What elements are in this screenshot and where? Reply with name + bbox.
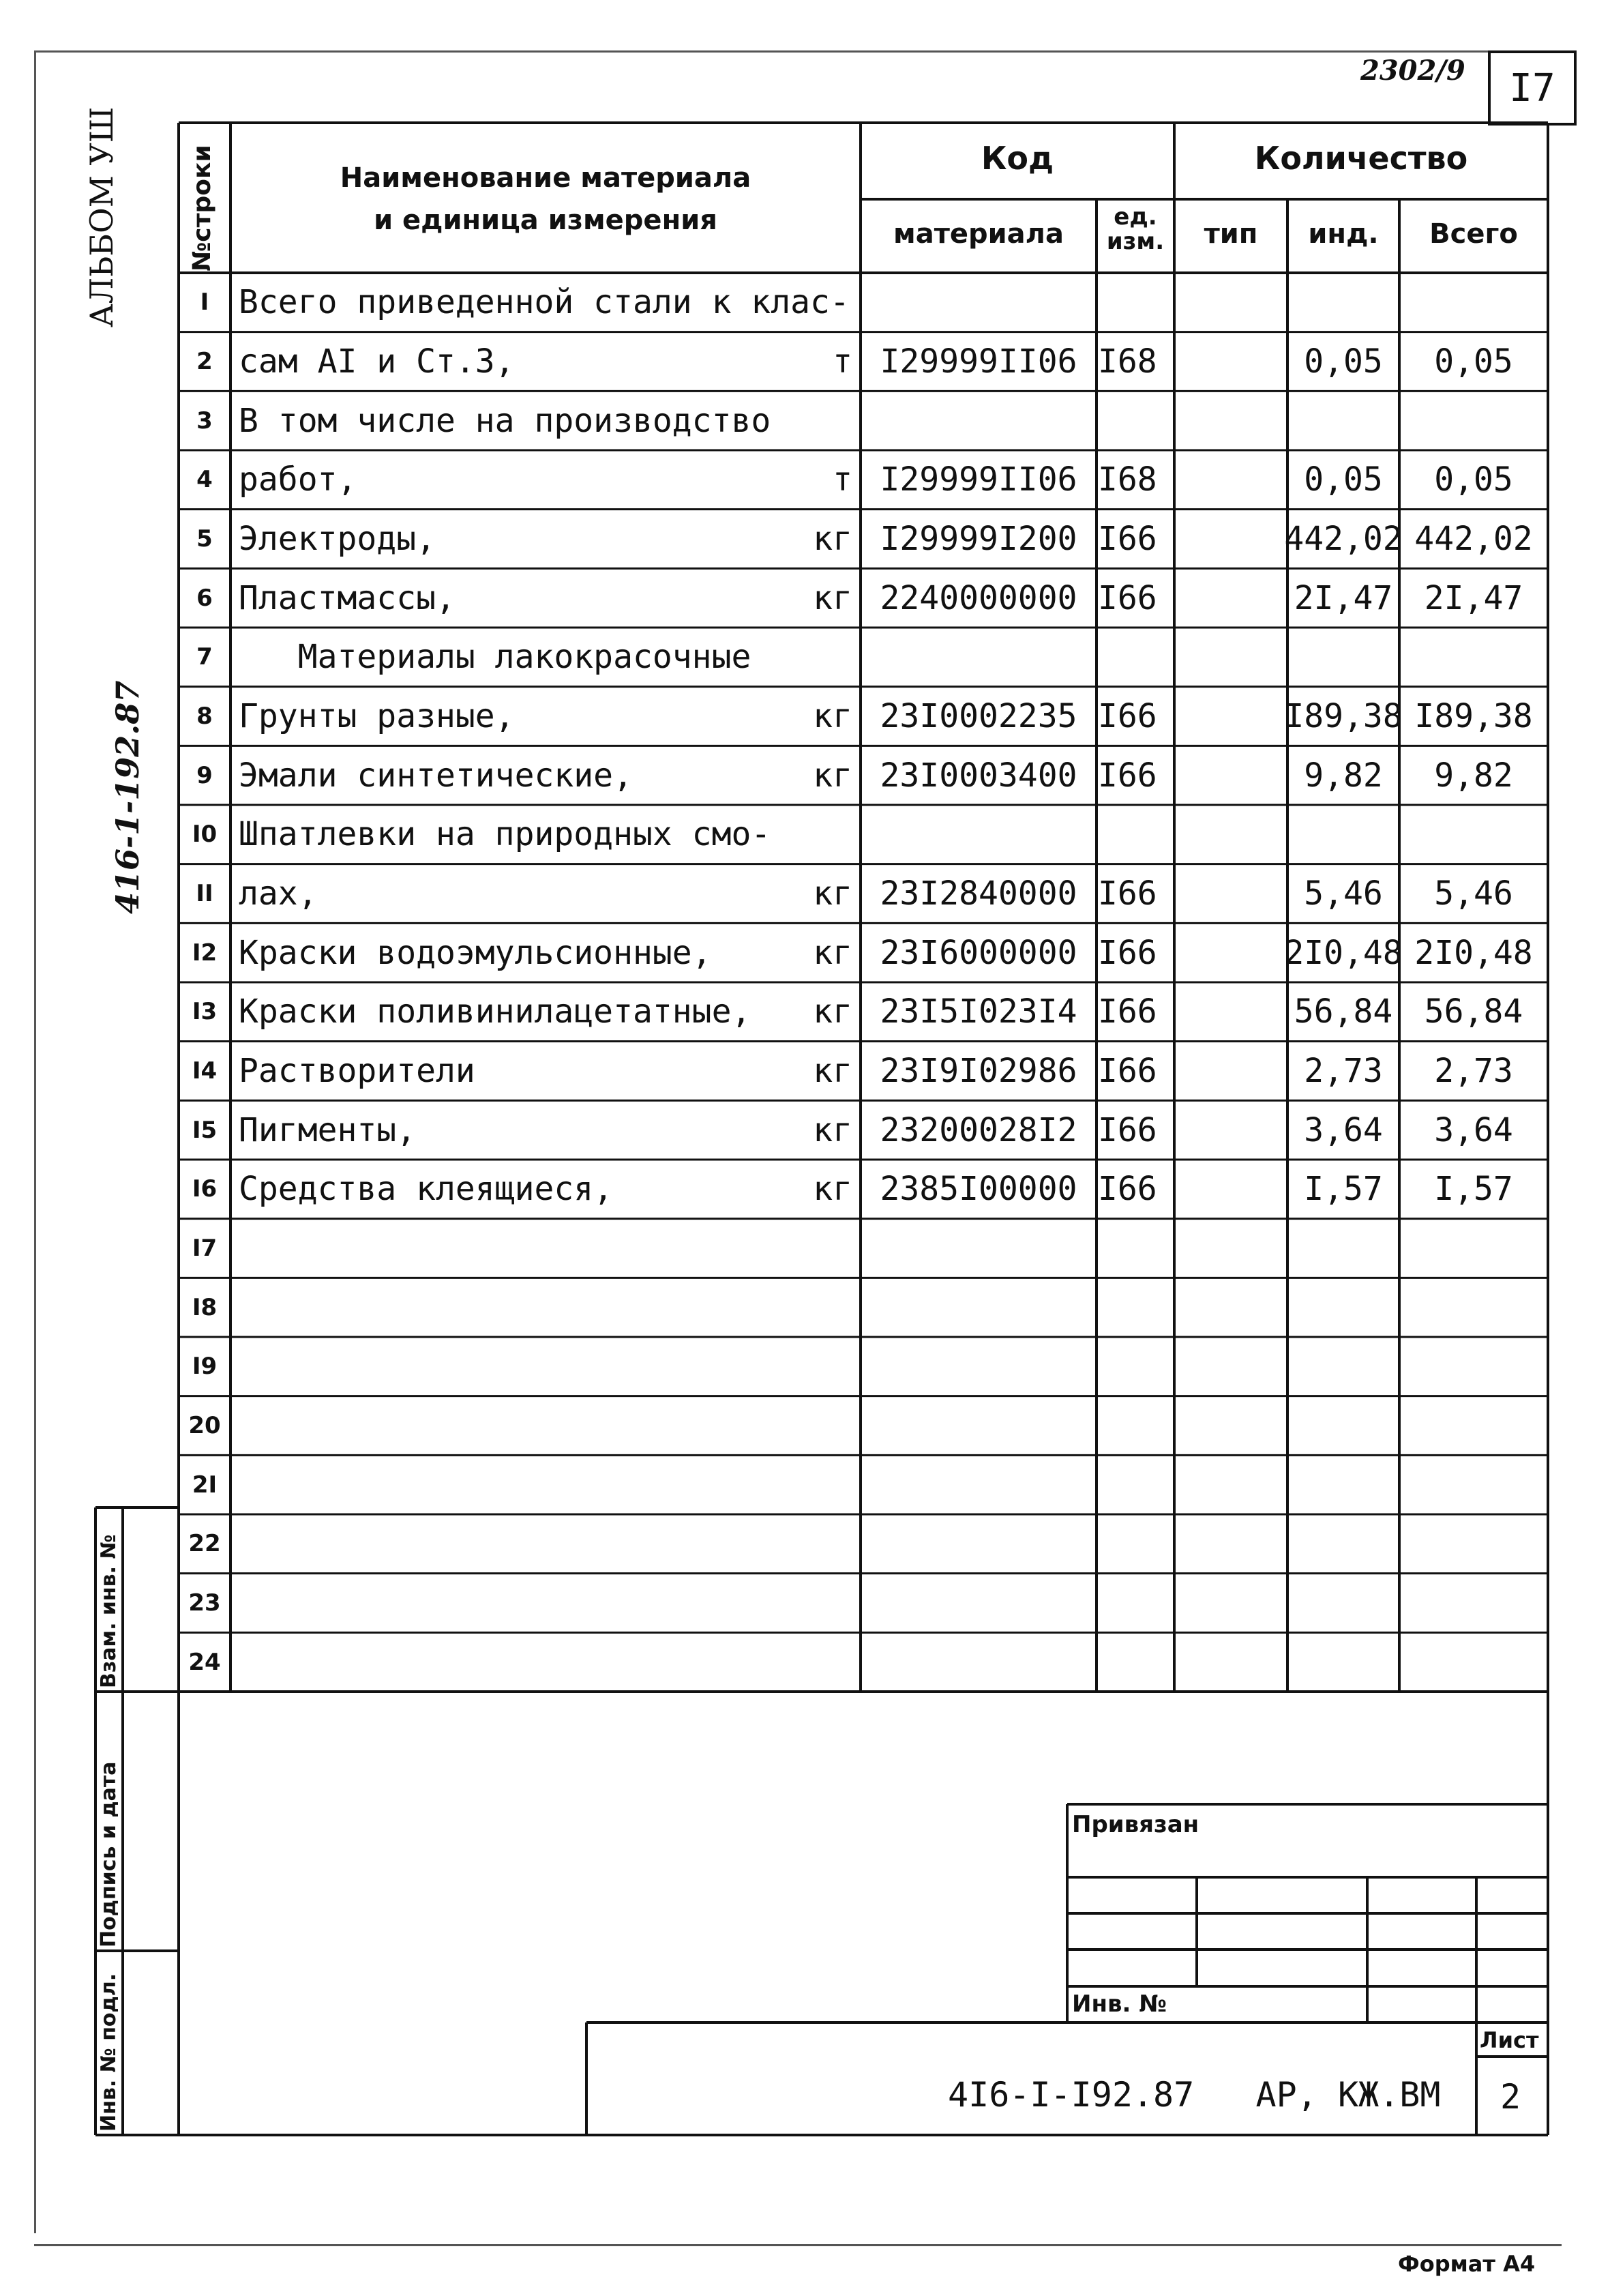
row-ind: 442,02	[1284, 519, 1403, 558]
row-unit-code	[1097, 1632, 1176, 1692]
row-total: 2I,47	[1424, 578, 1523, 617]
row-unit: кг	[813, 992, 852, 1031]
row-code: 23I9I02986	[880, 1051, 1077, 1090]
handwritten-ref: 2302/9	[1360, 55, 1465, 87]
row-type	[1174, 1514, 1287, 1574]
row-code: 2385I00000	[880, 1170, 1077, 1209]
row-ind	[1287, 1219, 1399, 1278]
row-number: I5	[192, 1116, 218, 1144]
row-number: 9	[196, 761, 213, 789]
row-unit: кг	[813, 1051, 852, 1090]
row-code: I29999I200	[880, 519, 1077, 558]
row-total	[1399, 1219, 1548, 1278]
row-type	[1174, 391, 1287, 450]
row-unit-code: I66	[1098, 874, 1157, 913]
row-unit	[784, 1514, 852, 1574]
list-number: 2	[1500, 2077, 1521, 2117]
row-name: Растворители	[239, 1051, 475, 1090]
row-number: I7	[192, 1234, 218, 1262]
row-code: I29999II06	[880, 342, 1077, 381]
row-unit	[784, 273, 852, 332]
row-code	[861, 1396, 1097, 1456]
row-total: 0,05	[1434, 342, 1513, 381]
row-name: Электроды,	[239, 519, 436, 558]
row-total: 56,84	[1424, 992, 1523, 1031]
row-unit-code: I66	[1098, 756, 1157, 795]
row-code: 23I0002235	[880, 696, 1077, 735]
row-total	[1399, 273, 1548, 332]
row-type	[1174, 982, 1287, 1042]
row-name: Эмали синтетические,	[239, 756, 633, 795]
row-unit	[784, 1337, 852, 1396]
row-type	[1174, 1455, 1287, 1514]
row-ind	[1287, 273, 1399, 332]
row-unit-code	[1097, 1514, 1176, 1574]
row-number: 6	[196, 584, 213, 612]
header-qty-type: тип	[1204, 218, 1258, 250]
row-total	[1399, 805, 1548, 864]
row-unit: кг	[813, 874, 852, 913]
row-type	[1174, 687, 1287, 746]
row-unit: кг	[813, 578, 852, 617]
row-type	[1174, 332, 1287, 392]
row-unit: кг	[813, 933, 852, 972]
side-vzam-inv: Взам. инв. №	[97, 1534, 121, 1688]
row-total	[1399, 1337, 1548, 1396]
row-name: Краски водоэмульсионные,	[239, 933, 712, 972]
row-unit	[784, 1396, 852, 1456]
row-unit-code: I66	[1098, 578, 1157, 617]
document-designation: 4I6-I-I92.87 АР, КЖ.ВМ	[948, 2075, 1441, 2115]
row-code	[861, 628, 1097, 687]
row-ind	[1287, 1396, 1399, 1456]
row-code	[861, 1632, 1097, 1692]
format-label: Формат А4	[1398, 2251, 1536, 2277]
row-name: лах,	[239, 874, 318, 913]
row-type	[1174, 864, 1287, 924]
row-code: 23I6000000	[880, 933, 1077, 972]
row-code	[861, 273, 1097, 332]
row-type	[1174, 273, 1287, 332]
row-unit-code	[1097, 1219, 1176, 1278]
row-type	[1174, 1042, 1287, 1101]
row-ind: 3,64	[1304, 1110, 1383, 1149]
row-unit	[784, 628, 852, 687]
row-unit: кг	[813, 696, 852, 735]
row-name: работ,	[239, 460, 357, 499]
row-type	[1174, 1396, 1287, 1456]
row-name: Пластмассы,	[239, 578, 456, 617]
row-code	[861, 391, 1097, 450]
row-unit-code: I66	[1098, 1170, 1157, 1209]
row-ind	[1287, 1455, 1399, 1514]
row-unit-code	[1097, 1574, 1176, 1633]
header-qty: Количество	[1254, 140, 1468, 177]
row-name	[239, 1632, 852, 1692]
row-number: I	[200, 289, 209, 317]
project-code-vertical: 416-1-192.87	[109, 680, 146, 914]
row-unit-code: I66	[1098, 696, 1157, 735]
row-code	[861, 1574, 1097, 1633]
header-name	[230, 157, 861, 241]
row-name: Пигменты,	[239, 1110, 417, 1149]
row-code: I29999II06	[880, 460, 1077, 499]
row-ind: 56,84	[1294, 992, 1393, 1031]
row-unit: кг	[813, 756, 852, 795]
row-type	[1174, 805, 1287, 864]
row-number: 20	[188, 1411, 221, 1439]
row-name: сам АI и Ст.3,	[239, 342, 515, 381]
row-total: I,57	[1434, 1170, 1513, 1209]
row-total	[1399, 1278, 1548, 1337]
row-number: I4	[192, 1057, 218, 1085]
row-unit-code: I66	[1098, 1110, 1157, 1149]
row-code	[861, 1455, 1097, 1514]
row-unit-code: I66	[1098, 992, 1157, 1031]
row-type	[1174, 568, 1287, 628]
row-unit-code: I66	[1098, 933, 1157, 972]
row-total: 5,46	[1434, 874, 1513, 913]
row-unit: кг	[813, 519, 852, 558]
row-number: 4	[196, 466, 213, 494]
header-name-line2: и единица измерения	[374, 205, 717, 236]
row-unit-code	[1097, 391, 1176, 450]
list-label: Лист	[1480, 2027, 1539, 2053]
row-unit-code: I68	[1098, 460, 1157, 499]
row-ind: 0,05	[1304, 460, 1383, 499]
row-type	[1174, 1160, 1287, 1219]
row-ind: 2I,47	[1294, 578, 1393, 617]
row-number: 22	[188, 1530, 221, 1558]
row-unit	[784, 391, 852, 450]
row-name: Краски поливинилацетатные,	[239, 992, 751, 1031]
row-unit: т	[833, 460, 852, 499]
row-unit-code	[1097, 1337, 1176, 1396]
row-unit	[784, 1455, 852, 1514]
inv-no-label: Инв. №	[1072, 1990, 1167, 2018]
row-number: 8	[196, 702, 213, 730]
row-type	[1174, 1632, 1287, 1692]
row-name	[239, 1278, 852, 1337]
privyazan-label: Привязан	[1072, 1811, 1199, 1838]
row-total: 2,73	[1434, 1051, 1513, 1090]
row-unit: кг	[813, 1170, 852, 1209]
page-number: I7	[1509, 65, 1555, 111]
row-unit	[784, 1632, 852, 1692]
row-unit-code: I66	[1098, 519, 1157, 558]
row-unit-code	[1097, 1278, 1176, 1337]
row-name: В том числе на производство	[239, 401, 771, 440]
row-ind	[1287, 1514, 1399, 1574]
row-code	[861, 1219, 1097, 1278]
header-qty-total: Всего	[1429, 218, 1518, 250]
row-type	[1174, 923, 1287, 982]
row-total: 9,82	[1434, 756, 1513, 795]
album-label: АЛЬБОМ УШ	[83, 106, 120, 327]
row-total: 3,64	[1434, 1110, 1513, 1149]
row-unit	[784, 1278, 852, 1337]
row-name	[239, 1396, 852, 1456]
row-number: I3	[192, 998, 218, 1026]
row-code	[861, 1337, 1097, 1396]
row-ind: 0,05	[1304, 342, 1383, 381]
side-podpis-data: Подпись и дата	[97, 1761, 121, 1947]
row-name	[239, 1574, 852, 1633]
row-unit: т	[833, 342, 852, 381]
row-total: I89,38	[1414, 696, 1533, 735]
row-name: Всего приведенной стали к клас-	[239, 283, 850, 322]
row-number: I0	[192, 821, 218, 849]
row-ind: 2,73	[1304, 1051, 1383, 1090]
row-code: 23200028I2	[880, 1110, 1077, 1149]
row-type	[1174, 628, 1287, 687]
row-code	[861, 1514, 1097, 1574]
row-code: 23I2840000	[880, 874, 1077, 913]
row-total	[1399, 1514, 1548, 1574]
row-total	[1399, 1632, 1548, 1692]
row-ind: I,57	[1304, 1170, 1383, 1209]
row-code: 23I5I023I4	[880, 992, 1077, 1031]
row-name	[239, 1455, 852, 1514]
row-unit	[784, 1219, 852, 1278]
row-unit-code: I68	[1098, 342, 1157, 381]
row-ind	[1287, 1574, 1399, 1633]
header-code: Код	[981, 140, 1054, 177]
row-number: 7	[196, 643, 213, 671]
header-row-no: №строки	[188, 145, 216, 271]
row-unit	[784, 1574, 852, 1633]
row-number: 5	[196, 525, 213, 553]
row-number: 3	[196, 407, 213, 435]
row-total	[1399, 1455, 1548, 1514]
row-total	[1399, 391, 1548, 450]
row-type	[1174, 1219, 1287, 1278]
row-unit-code	[1097, 1455, 1176, 1514]
row-code: 2240000000	[880, 578, 1077, 617]
header-code-unit: ед. изм.	[1106, 203, 1165, 255]
row-name: Средства клеящиеся,	[239, 1170, 614, 1209]
row-number: I2	[192, 939, 218, 967]
row-ind: 9,82	[1304, 756, 1383, 795]
header-qty-ind: инд.	[1308, 218, 1379, 250]
row-ind	[1287, 628, 1399, 687]
row-type	[1174, 1337, 1287, 1396]
row-total: 2I0,48	[1414, 933, 1533, 972]
row-unit-code	[1097, 273, 1176, 332]
row-total: 442,02	[1414, 519, 1533, 558]
row-type	[1174, 1574, 1287, 1633]
row-number: 24	[188, 1648, 221, 1676]
row-ind	[1287, 805, 1399, 864]
row-name	[239, 1219, 852, 1278]
row-number: 2I	[192, 1471, 218, 1499]
row-number: 2	[196, 347, 213, 375]
header-code-material: материала	[893, 218, 1064, 250]
row-type	[1174, 1278, 1287, 1337]
row-number: II	[196, 879, 213, 907]
row-number: I8	[192, 1293, 218, 1321]
side-inv-podl: Инв. № подл.	[97, 1973, 121, 2132]
row-unit: кг	[813, 1110, 852, 1149]
row-name: Грунты разные,	[239, 696, 515, 735]
row-number: I9	[192, 1353, 218, 1381]
row-code	[861, 1278, 1097, 1337]
row-ind	[1287, 391, 1399, 450]
row-unit-code	[1097, 805, 1176, 864]
row-name: Шпатлевки на природных смо-	[239, 815, 771, 854]
row-total	[1399, 1574, 1548, 1633]
row-ind: I89,38	[1284, 696, 1403, 735]
row-unit-code: I66	[1098, 1051, 1157, 1090]
row-ind	[1287, 1632, 1399, 1692]
row-name	[239, 1514, 852, 1574]
row-number: 23	[188, 1589, 221, 1617]
row-code	[861, 805, 1097, 864]
row-type	[1174, 450, 1287, 510]
row-unit-code	[1097, 628, 1176, 687]
row-unit	[784, 805, 852, 864]
row-name	[239, 1337, 852, 1396]
row-total	[1399, 1396, 1548, 1456]
row-name: Материалы лакокрасочные	[239, 638, 751, 677]
row-ind: 5,46	[1304, 874, 1383, 913]
row-total	[1399, 628, 1548, 687]
row-number: I6	[192, 1175, 218, 1203]
row-type	[1174, 510, 1287, 569]
row-code: 23I0003400	[880, 756, 1077, 795]
row-total: 0,05	[1434, 460, 1513, 499]
row-ind	[1287, 1337, 1399, 1396]
row-unit-code	[1097, 1396, 1176, 1456]
row-type	[1174, 746, 1287, 805]
row-type	[1174, 1100, 1287, 1160]
header-name-line1: Наименование материала	[340, 162, 751, 194]
row-ind	[1287, 1278, 1399, 1337]
row-ind: 2I0,48	[1284, 933, 1403, 972]
